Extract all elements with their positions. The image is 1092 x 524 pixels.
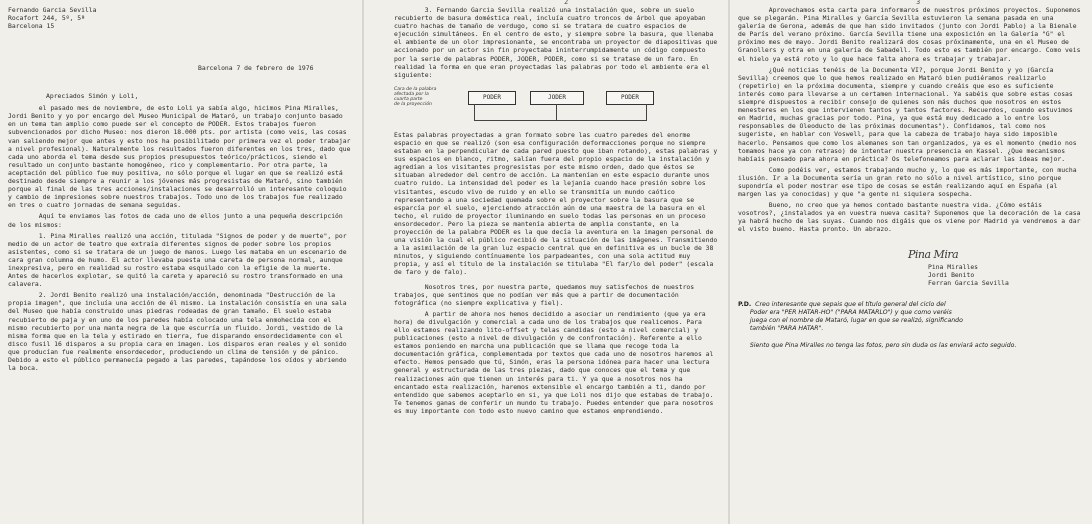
ps-line: juega con el nombre de Mataró, lugar en que se realizó, significando [749,316,963,324]
ps-line: Poder era "PER HATAR-HO" ("PARA MATARLO") y que como veréis [749,308,952,316]
body-paragraph: Nosotros tres, por nuestra parte, quedamos muy satisfechos de nuestros trabajos, que sentimos que no podían ver más que a partir de documentación fotográfica (no siempre explicativa y fiel). [394,282,698,307]
sender-city: Barcelona 15 [8,22,55,30]
greeting: Apreciados Simón y Loli, [46,92,139,101]
handwritten-signature: Pina Mira [908,247,959,261]
diagram-stem [474,104,475,120]
ps-note: Siento que Pina Miralles no tenga las fotos, pero sin duda os las enviará acto seguido. [749,341,1017,349]
diagram-note: Cara de la palabra afectada por la cuarta parte de la proyección [394,86,437,108]
body-paragraph: Como podéis ver, estamos trabajando mucho y, lo que es más importante, con mucha ilusión. Ir a la Documenta sería un gran reto no sólo a nivel artístico, sino porque supondría el poder mostrar ese tipo de cosas se están realizando aquí en España (al margen las ya conocidas) y que "a gente ni siquiera sospecha. [738,165,1081,199]
signer-name: Pina Miralles [928,262,979,271]
body-paragraph: 2. Jordi Benito realizó una instalación/acción, denominada "Destrucción de la propia imagen", que incluía una acción de él mismo. La instalación consistía en una sala del Museo que había construido unas piedras rodeadas de gran tamaño. El suelo estaba recubierto de paja y en uno de los paredes había colocado una tela enmohecida con el mismo recubierto por una manta negra de la que escurría un fluido. Jordi, vestido de la misma forma que en la tela y estirado en tierra, fue disparando ensordecidamente con el disco fusil 16 disparos a su propia cara en imagen. Los disparos eran reales y el sonido que producían fue realmente ensordecedor, produciendo un clima de tensión y de pánico. Debido a esto el público permanecía pegado a las paredes, tapándose los oídos y abriendo la boca. [8,291,351,373]
signers-block [928,263,1084,287]
diagram-word-box: PODER [468,91,516,105]
page-number: 3 [916,0,921,6]
sender-name: Fernando Garcia Sevilla [8,6,97,14]
signer-name: Jordi Benito [928,270,975,279]
letter-page-1 [0,0,362,524]
body-paragraph: A partir de ahora nos hemos decidido a asociar un rendimiento (que ya era hora) de divulgación y comercial a cada uno de los trabajos que realicemos. Para ello estamos realizando lito-offset y telas candidas (esto a nivel comercial) y publicaciones (esto a nivel de divulgación y de confrontación). Referente a ello estamos poniendo en marcha una publicación que se llama que recoge toda la documentación gráfica, complementada por textos que cada uno de nosotros haremos al efecto. Hemos pensado que tú, Simón, eras la persona idónea para hacer una lectura general y estructurada de las tres piezas, dado que conoces que el tema y que realizaciones aún que tienen un interés para ti. Y ya que a nosotros nos ha encantado esta realización, haremos extensible el encargo también a ti, dando por entendido que sabemos aceptarlo en si, ya que Loli nos dijo que estabas de trabajo. Te tenemos ganas de conferir un mundo tu trabajo. Puedes entender que para nosotros es muy importante con todo esto nuevo camino que estamos emprendiendo. [394,309,718,415]
body-paragraph: Estas palabras proyectadas a gran formato sobre las cuatro paredes del enorme espacio en que se realizó (son esa configuración deformacciones porque no siempre estaban en la perpendicular de cada pared puesto que iban rotando), estas palabras y sus espacios en blanco, ritmo, salían fuera del propio espacio de la instalación y agredían a los visitantes progresistas por este mismo orden, dado que éstos se situaban alrededor del centro de acción. La mantenían en este espacio durante unos cuatro ruido. La intensidad del poder es la lejanía cuando hace presión sobre los visitantes, escudo vivo de ruido y en ello se transmitía un mundo caótico representando a una sociedad quemada sobre el proyector sobre la basura que se esparcía por el suelo, ejerciendo atracción aún de una maestra de la basura en el techo, el ruido de proyector iluminando en suelo todas las personas en un proceso ensordecedor. Pero la pieza se mantenía abierta de amplia constante, en la proyección de la palabra PODER es la que decía la aventura en la imagen personal de una visión la cual el público recibió de la situación de las imágenes. Transmitiendo a la asimilación de la gran luz espacio central que en definitiva es un bucle de 38 minutos, y siguiendo contínuamente los parpadeantes, con una sola actitud muy propia, y así el título de la instalación se titulaba "El far/lo del poder" (escala de faro y de falo). [394,130,722,277]
sender-address: Rocafort 244, 5º, 5ª [8,14,85,22]
diagram-word-box: JODER [530,91,584,105]
ps-line: también "PARA HATAR". [749,325,824,333]
diagram-stem [556,104,557,120]
body-paragraph: 1. Pina Miralles realizó una acción, titulada "Signos de poder y de muerte", por medio de un actor de teatro que extraía diferentes signos de poder sobre los propios asistentes, como si se tratara de un juego de manos. Luego les mataba en un escenario de cara gran columna de humo. El actor llevaba puesta una careta de persona normal, aunque inexpresiva, pero en realidad su rostro estaba esquilado con la efigie de la muerte. Antes de hacerlos explotar, se quitó la careta y apareció su rostro transformado en una calavera. [8,231,351,289]
signer-name: Ferran Garcia Sevilla [928,278,1009,287]
body-paragraph: Bueno, no creo que ya hemos contado bastante nuestra vida. ¿Cómo estáis vosotros?, ¿instalados ya en vuestra nueva casita? Suponemos que la decoración de la casa ya habrá hecho de las suyas. Cuando nos digáis que os viene por Madrid ya vendremos a dar el visto bueno. Hasta pronto. Un abrazo. [738,201,1085,234]
ps-label: P.D. [738,300,752,308]
sender-block [8,6,354,30]
diagram-stem [646,104,647,120]
projection-diagram [394,85,718,125]
letter-page-3 [730,0,1092,524]
page-number: 2 [564,0,569,6]
postscript [738,301,1084,350]
diagram-baseline [474,120,647,121]
letter-page-2 [364,0,728,524]
letter-date: Barcelona 7 de febrero de 1976 [198,64,314,72]
ps-line: Creo interesante que sepais que el título general del ciclo del [755,300,946,308]
body-paragraph: 3. Fernando Garcia Sevilla realizó una instalación que, sobre un suelo recubierto de basura doméstica real, incluía cuatro troncos de árbol que apoyaban cuatro hachas de tamaño de verdugo, como si se tratara de cuatro espacios de ejecución simultáneos. En el centro de esto, y siempre sobre la basura, que llenaba el ambiente de un olor impresionante, se encontraba un proyector de diapositivas que accionado por un actor sin fin proyectaba ininterrumpidamente un código compuesto por la serie de palabras PODER, JODER, PODER, como si se tratase de un faro. En realidad la forma en que eran proyectadas las palabras por todo el ambiente era el siguiente: [394,6,722,79]
body-paragraph: Aquí te enviamos las fotos de cada uno de ellos junto a una pequeña descripción de los mismos: [8,212,347,229]
diagram-word-box: PODER [606,91,654,105]
body-paragraph: Aprovechamos esta carta para informaros de nuestros próximos proyectos. Suponemos que se plegarán. Pina Miralles y García Sevilla estuvieron la semana pasada en una galería de Gerona, además de que han sido invitados (junto con Jordi Pablo) a la Bienale de París del verano próximo. García Sevilla tiene una exposición en la Galería "G" el próximo mes de mayo. Jordi Benito realizará dos cosas próximamente, una en el Museo de Granollers y otra en una galería de Sabadell. Todo esto es también por encargo. Como veis el hielo ya está roto y lo que hace falta ahora es trabajar y trabajar. [738,6,1085,63]
body-paragraph: ¿Qué noticias tenéis de la Documenta VI?, porque Jordi Benito y yo (García Sevilla) creemos que lo que hemos realizado en Mataró bien pudiéramos realizarlo (repetirlo) en la próxima documenta, siempre y cuando creáis que eso es suficiente interés como para llevarse a un certamen internacional. Ya sabéis que sobre estas cosas siempre dispuestos a recibir consejo de quienes son más duchos que nosotros en estos menesteres en los que intervienen tantos y tantos factores. Recuerdos, cuando estuvimos en Madrid, muchas gracias por todo. Pina, ya que está muy dedicado a lo entre los responsables de Oleoducto de las próximas documentas"). Confidamos, tal como nos sugeriste, en hablar con Voswell, para que la cabeza de trabajo haya sido imposible hacerlo. Pensamos que como los alemanes son tan organizados, ya es el momento (medio nos tomamos hace ya con retraso) de intentar nuestra presencia en Kassel. ¿Que mecanismos habíais pensado para ahora en práctica? Os telefoneamos para aclarar las ideas mejor. [738,65,1081,163]
body-paragraph: el pasado mes de noviembre, de esto Loli ya sabía algo, hicimos Pina Miralles, Jordi Benito y yo por encargo del Museo Municipal de Mataró, un trabajo conjunto basado en un tema tan amplio como puede ser el concepto de PODER. Estos trabajos fueron subvencionados por dicho Museo: nos dieron 18.000 pts. por artista (como veis, las cosas van saliendo mejor que antes y esto nos ha posibilitado por primera vez el poder trabajar a nivel profesional). Naturalmente los resultados fueron diferentes en los tres, dado que cada uno aborda el tema desde sus propios presupuestos teórico/prácticos, siendo el resultado un conjunto bastante homogéneo, rico y complementario. Por otra parte, la aceptación del público fue muy positiva, no sólo porque el lugar en que se realizó está destinado desde siempre a reunir a los jóvenes más progresistas de Mataró, sino también porque al final de las tres acciones/instalaciones se desarrolló un interesante coloquio y cambio de impresiones sobre nuestros trabajos. Todo uno de los trabajos fue realizado en tres o cuatro jornadas de semana seguidas. [8,104,355,210]
